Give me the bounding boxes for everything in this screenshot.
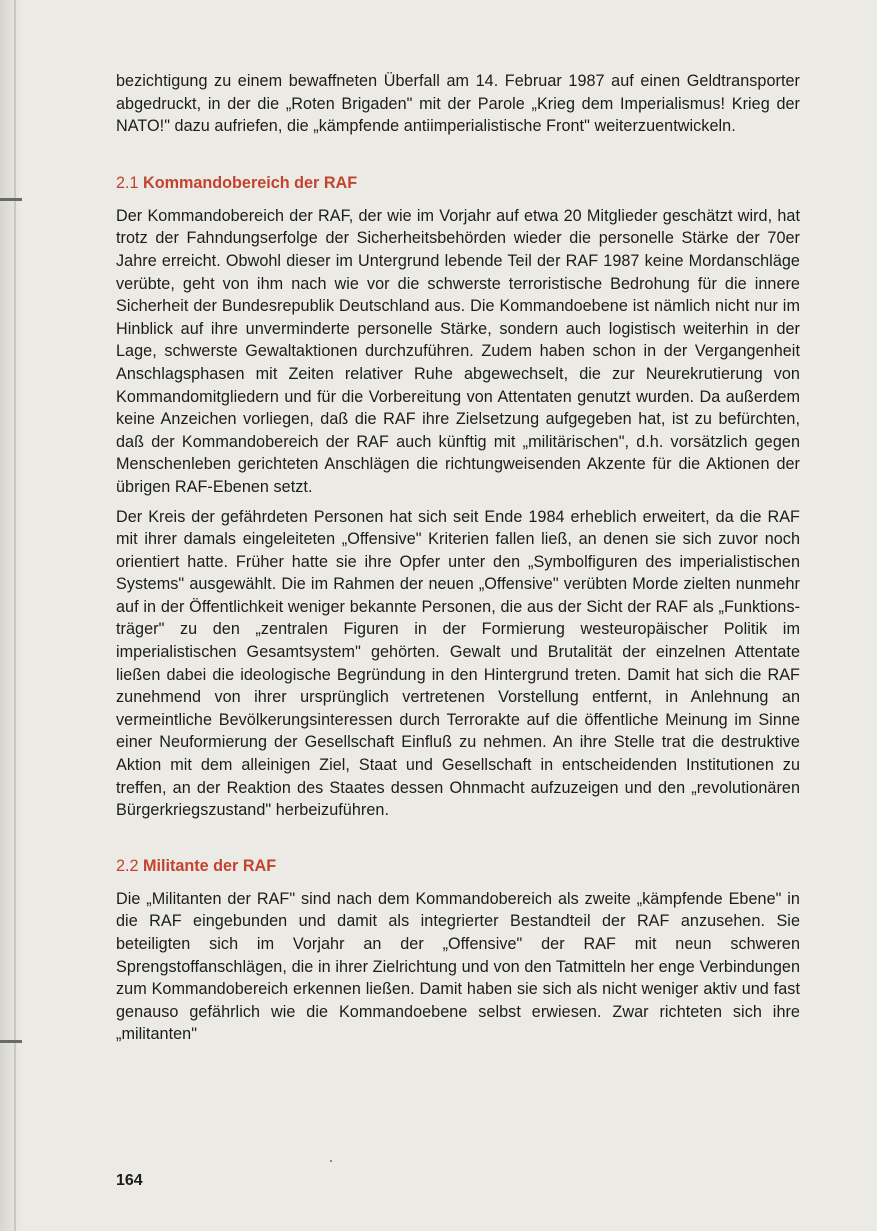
scan-margin bbox=[0, 0, 22, 1231]
section-heading-2-2 bbox=[116, 855, 800, 877]
scan-margin-mark bbox=[0, 198, 22, 201]
paragraph-kommandobereich-2: Der Kreis der gefährdeten Personen hat sich seit Ende 1984 erheblich erweitert, da die RAF mit ihrer damals eingeleiteten „Offensive" Kriterien fallen ließ, an denen sie sich zuvor noch orientiert hatte. Früher hatte sie ihre Opfer unter den „Symbolfiguren des imperialistischen Systems" ausgewählt. Die im Rahmen der neuen „Offensive" verübten Morde zielten nunmehr auf in der Öffentlichkeit weniger bekannte Personen, die aus der Sicht der RAF als „Funktionsträger" zu den „zentralen Figuren in der Formierung westeuropäischer Politik im imperialistischen Gesamtsystem" gehörten. Gewalt und Brutalität der einzelnen Attentate ließen dabei die ideologische Begründung in den Hintergrund treten. Damit hat sich die RAF zunehmend von ihrer ursprünglich vertretenen Vorstellung entfernt, in Anlehnung an vermeintliche Bevölkerungsinteressen durch Terrorakte auf die öffentliche Meinung im Sinne einer Neuformierung der Gesellschaft Einfluß zu nehmen. An ihre Stelle trat die destruktive Aktion mit dem alleinigen Ziel, Staat und Gesellschaft in entscheidenden Institutionen zu treffen, an der Reaktion des Staates dessen Ohnmacht aufzuzeigen und den „revolutionären Bürgerkriegszustand" herbeizuführen. bbox=[116, 507, 800, 820]
paragraph-intro: bezichtigung zu einem bewaffneten Überfall am 14. Februar 1987 auf einen Geldtransporter abgedruckt, in der die „Roten Brigaden" mit der Parole „Krieg dem Imperialismus! Krieg der NATO!" dazu aufriefen, die „kämpfende antiimperialistische Front" weiterzuentwickeln. bbox=[116, 72, 800, 136]
section-title: Kommandobereich der RAF bbox=[143, 173, 358, 192]
page-number: 164 bbox=[116, 1172, 143, 1189]
document-page bbox=[116, 70, 800, 1046]
scan-margin-line bbox=[14, 0, 16, 1231]
scan-margin-mark bbox=[0, 1040, 22, 1043]
paragraph-kommandobereich-1: Der Kommandobereich der RAF, der wie im Vorjahr auf etwa 20 Mitglieder geschätzt wird, hat trotz der Fahndungserfolge der Sicherheitsbehörden wieder die personelle Stärke der 70er Jahre erreicht. Obwohl dieser im Untergrund lebende Teil der RAF 1987 keine Mordanschläge verübte, geht von ihm nach wie vor die schwerste terroristische Bedrohung für die innere Sicherheit der Bundesrepublik Deutschland aus. Die Kommandoebene ist nämlich nicht nur im Hinblick auf ihre unverminderte personelle Stärke, sondern auch logistisch weiterhin in der Lage, schwerste Gewaltaktionen durchzuführen. Zudem haben schon in der Vergangenheit Anschlagsphasen mit Zeiten relativer Ruhe abgewechselt, die zur Neurekrutierung von Kommandomitgliedern und für die Vorbereitung von Attentaten genutzt wurden. Da außerdem keine Anzeichen vorliegen, daß die RAF ihre Zielsetzung aufgegeben hat, ist zu befürchten, daß der Kommandobereich der RAF auch künftig mit „militärischen", d.h. vorsätzlich gegen Menschenleben gerichteten Anschlägen die richtungweisenden Akzente für die Aktionen der übrigen RAF-Ebenen setzt. bbox=[116, 206, 800, 496]
section-heading-2-1 bbox=[116, 172, 800, 194]
section-number: 2.1 bbox=[116, 173, 139, 192]
section-number: 2.2 bbox=[116, 856, 139, 875]
scan-speck bbox=[330, 1160, 332, 1162]
paragraph-militante-1: Die „Militanten der RAF" sind nach dem Kommandobereich als zweite „kämpfende Ebene" in die RAF eingebunden und damit als integrierter Bestandteil der RAF anzusehen. Sie beteiligten sich im Vorjahr an der „Offensive" der RAF mit neun schweren Sprengstoffanschlägen, die in ihrer Zielrichtung und von den Tatmitteln her enge Verbindungen zum Kommandobereich erkennen ließen. Damit haben sie sich als nicht weniger aktiv und fast genauso gefährlich wie die Kommandoebene selbst erwiesen. Zwar richteten sich ihre „militanten" bbox=[116, 889, 800, 1044]
section-title: Militante der RAF bbox=[143, 856, 277, 875]
